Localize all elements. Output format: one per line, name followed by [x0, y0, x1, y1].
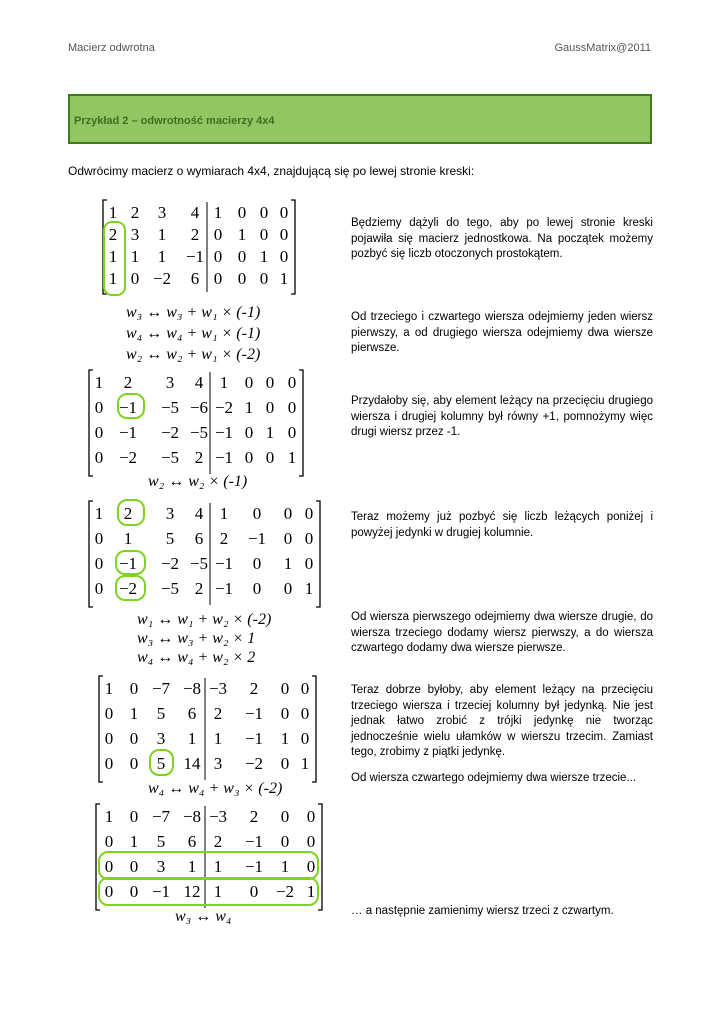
matrix-entry: −2: [275, 882, 295, 901]
matrix-entry: 0: [129, 729, 139, 748]
matrix-entry: 0: [94, 579, 104, 598]
paragraph-8: … a następnie zamienimy wiersz trzeci z czwartym.: [351, 905, 614, 917]
matrix-entry: 2: [123, 504, 133, 523]
matrix-entry: −6: [189, 398, 209, 417]
paragraph-5: Od wiersza pierwszego odejmiemy dwa wiersze drugie, do wiersza trzeciego dodamy wiersz pierwszy, a do wiersza czwartego dodamy dwa wiersze pierwsze.: [351, 611, 653, 654]
matrix-entry: 0: [213, 269, 223, 288]
matrix-entry: −7: [151, 679, 171, 698]
header-right: GaussMatrix@2011: [554, 42, 651, 54]
matrix-entry: 1: [94, 504, 104, 523]
row-operation: w₃ ↔ w₃ + w₂ × 1: [137, 630, 256, 647]
matrix-entry: −5: [189, 423, 209, 442]
matrix-entry: 0: [287, 398, 297, 417]
matrix-entry: −5: [160, 448, 180, 467]
left-bracket: [99, 676, 103, 782]
paragraph-4: Teraz możemy już pozbyć się liczb leżących poniżej i powyżej jedynki w drugiej kolumnie.: [351, 511, 653, 539]
augmented-matrix: [89, 370, 303, 476]
matrix-entry: 1: [300, 754, 310, 773]
header-left: Macierz odwrotna: [68, 42, 155, 54]
matrix-entry: −1: [214, 579, 234, 598]
matrix-entry: −2: [244, 754, 264, 773]
paragraph-2: Od trzeciego i czwartego wiersza odejmiemy jeden wiersz pierwszy, a od drugiego wiersza odejmiemy dwa wiersze pierwsze.: [351, 311, 653, 354]
matrix-entry: 0: [129, 857, 139, 876]
matrix-entry: 0: [306, 832, 316, 851]
matrix-entry: −2: [160, 554, 180, 573]
matrix-entry: 0: [280, 832, 290, 851]
matrix-entry: 0: [244, 448, 254, 467]
matrix-entry: −5: [160, 579, 180, 598]
row-operation: w₁ ↔ w₁ + w₂ × (-2): [137, 611, 272, 628]
matrix-entry: 6: [190, 269, 200, 288]
matrix-entry: 0: [129, 882, 139, 901]
matrix-entry: 0: [300, 729, 310, 748]
matrix-entry: 0: [287, 423, 297, 442]
matrix-entry: 0: [280, 807, 290, 826]
matrix-entry: 0: [279, 203, 289, 222]
matrix-entry: 1: [219, 373, 229, 392]
matrix-entry: 1: [187, 857, 197, 876]
matrix-entry: 1: [108, 203, 118, 222]
matrix-entry: −7: [151, 807, 171, 826]
matrix-entry: −2: [214, 398, 234, 417]
matrix-entry: 1: [280, 729, 290, 748]
matrix-entry: −8: [182, 679, 202, 698]
matrix-entry: −3: [208, 807, 228, 826]
matrix-entry: 4: [194, 504, 204, 523]
matrix-entry: 0: [283, 579, 293, 598]
matrix-entry: 6: [187, 832, 197, 851]
matrix-entry: 1: [265, 423, 275, 442]
matrix-entry: 0: [306, 807, 316, 826]
matrix-entry: 1: [259, 247, 269, 266]
matrix-entry: 5: [165, 529, 175, 548]
matrix-entry: 0: [306, 857, 316, 876]
matrix-entry: 3: [165, 373, 175, 392]
matrix-entry: 5: [156, 832, 166, 851]
matrix-entry: 1: [244, 398, 254, 417]
matrix-entry: 0: [259, 225, 269, 244]
left-bracket: [89, 501, 93, 607]
matrix-entry: 2: [130, 203, 140, 222]
matrix-entry: 0: [287, 373, 297, 392]
matrix-entry: −1: [244, 729, 264, 748]
matrix-entry: 3: [157, 203, 167, 222]
matrix-entry: 1: [213, 857, 223, 876]
matrix-entry: 2: [194, 448, 204, 467]
matrix-entry: 1: [157, 225, 167, 244]
matrix-entry: 1: [213, 203, 223, 222]
matrix-entry: 1: [157, 247, 167, 266]
matrix-entry: 0: [265, 398, 275, 417]
matrix-entry: 2: [213, 832, 223, 851]
matrix-entry: 0: [304, 554, 314, 573]
right-bracket: [316, 501, 320, 607]
matrix-entry: 3: [156, 729, 166, 748]
matrix-entry: −3: [208, 679, 228, 698]
matrix-entry: −1: [118, 554, 138, 573]
matrix-entry: 1: [306, 882, 316, 901]
matrix-entry: 0: [304, 504, 314, 523]
paragraph-3: Przydałoby się, aby element leżący na przecięciu drugiego wiersza i drugiej kolumny był równy +1, pomnożymy więc drugi wiersz przez -1.: [351, 395, 653, 438]
matrix-entry: 0: [259, 269, 269, 288]
matrix-entry: 1: [108, 269, 118, 288]
row-operation: w₂ ↔ w₂ + w₁ × (-2): [126, 346, 261, 363]
matrix-entry: 0: [252, 579, 262, 598]
right-bracket: [299, 370, 303, 476]
matrix-entry: 1: [279, 269, 289, 288]
matrix-entry: 12: [183, 882, 201, 901]
matrix-entry: 0: [244, 373, 254, 392]
matrix-entry: 0: [237, 203, 247, 222]
matrix-entry: −1: [185, 247, 205, 266]
matrix-entry: 3: [213, 754, 223, 773]
matrix-entry: −1: [151, 882, 171, 901]
matrix-entry: 5: [156, 704, 166, 723]
matrix-entry: 4: [194, 373, 204, 392]
matrix-entry: 1: [104, 807, 114, 826]
matrix-entry: 2: [190, 225, 200, 244]
row-operation: w₂ ↔ w₂ × (-1): [148, 473, 248, 490]
row-operation: w₄ ↔ w₄ + w₁ × (-1): [126, 325, 261, 342]
paragraph-7: Od wiersza czwartego odejmiemy dwa wiersze trzecie...: [351, 772, 637, 784]
matrix-entry: 0: [104, 729, 114, 748]
augmented-matrix: [89, 500, 320, 607]
matrix-entry: 1: [219, 504, 229, 523]
matrix-entry: 0: [94, 398, 104, 417]
matrix-entry: 0: [259, 203, 269, 222]
matrix-entry: 1: [129, 704, 139, 723]
matrix-entry: 0: [129, 679, 139, 698]
matrix-entry: −1: [118, 398, 138, 417]
matrix-entry: 0: [279, 247, 289, 266]
matrix-entry: 2: [194, 579, 204, 598]
matrix-entry: 0: [237, 247, 247, 266]
row-operation: w₃ ↔ w₃ + w₁ × (-1): [126, 304, 261, 321]
matrix-entry: 0: [213, 225, 223, 244]
right-bracket: [291, 200, 295, 294]
matrix-entry: 1: [130, 247, 140, 266]
matrix-entry: 2: [219, 529, 229, 548]
matrix-entry: 1: [283, 554, 293, 573]
matrix-entry: 0: [300, 679, 310, 698]
matrix-entry: −8: [182, 807, 202, 826]
matrix-entry: 1: [104, 679, 114, 698]
matrix-entry: 0: [104, 882, 114, 901]
matrix-entry: 4: [190, 203, 200, 222]
matrix-entry: 0: [104, 754, 114, 773]
matrix-entry: −2: [152, 269, 172, 288]
matrix-entry: 1: [213, 729, 223, 748]
matrix-entry: −2: [118, 579, 138, 598]
matrix-entry: 0: [104, 832, 114, 851]
matrix-entry: 3: [165, 504, 175, 523]
paragraph-1: Będziemy dążyli do tego, aby po lewej stronie kreski pojawiła się macierz jednostkowa. Na początek możemy pozbyć się liczb otoczonych prostokątem.: [351, 217, 653, 260]
matrix-entry: −1: [214, 554, 234, 573]
matrix-entry: 0: [129, 807, 139, 826]
matrix-entry: 0: [265, 373, 275, 392]
matrix-entry: 0: [129, 754, 139, 773]
row-operation: w₄ ↔ w₄ + w₂ × 2: [137, 649, 256, 666]
augmented-matrix: [99, 676, 316, 782]
matrix-entry: 0: [94, 529, 104, 548]
matrix-entry: −1: [214, 448, 234, 467]
matrix-entry: 0: [280, 704, 290, 723]
matrix-entry: 0: [237, 269, 247, 288]
matrix-entry: 0: [130, 269, 140, 288]
matrix-entry: 1: [187, 729, 197, 748]
matrix-entry: 2: [249, 679, 259, 698]
matrix-entry: 3: [156, 857, 166, 876]
matrix-entry: −2: [160, 423, 180, 442]
matrix-entry: 1: [280, 857, 290, 876]
matrix-entry: 0: [280, 679, 290, 698]
matrix-entry: −1: [214, 423, 234, 442]
matrix-entry: 0: [304, 529, 314, 548]
matrix-entry: 0: [283, 504, 293, 523]
matrix-entry: −1: [244, 857, 264, 876]
matrix-entry: 0: [300, 704, 310, 723]
augmented-matrix: [96, 804, 322, 910]
matrix-entry: 0: [94, 448, 104, 467]
matrix-entry: 2: [108, 225, 118, 244]
matrix-entry: 0: [252, 554, 262, 573]
matrix-entry: 1: [108, 247, 118, 266]
matrix-entry: 5: [156, 754, 166, 773]
matrix-entry: 1: [237, 225, 247, 244]
matrix-entry: 1: [94, 373, 104, 392]
matrix-entry: 0: [244, 423, 254, 442]
matrix-entry: 1: [287, 448, 297, 467]
matrix-entry: 1: [123, 529, 133, 548]
matrix-entry: 0: [104, 857, 114, 876]
matrix-entry: 0: [249, 882, 259, 901]
matrix-entry: 0: [94, 554, 104, 573]
matrix-entry: 1: [304, 579, 314, 598]
matrix-entry: 6: [194, 529, 204, 548]
matrix-entry: 0: [94, 423, 104, 442]
row-operation: w₄ ↔ w₄ + w₃ × (-2): [148, 780, 283, 797]
matrix-entry: 0: [280, 754, 290, 773]
matrix-entry: 6: [187, 704, 197, 723]
matrix-entry: −1: [247, 529, 267, 548]
matrix-entry: 2: [249, 807, 259, 826]
matrix-entry: 0: [279, 225, 289, 244]
matrix-entry: 0: [283, 529, 293, 548]
matrix-entry: 0: [265, 448, 275, 467]
matrix-entry: 2: [123, 373, 133, 392]
matrix-entry: −2: [118, 448, 138, 467]
matrix-entry: −1: [118, 423, 138, 442]
matrix-entry: −5: [160, 398, 180, 417]
matrix-entry: 0: [104, 704, 114, 723]
matrix-entry: −1: [244, 832, 264, 851]
matrix-entry: −5: [189, 554, 209, 573]
matrix-entry: 0: [252, 504, 262, 523]
right-bracket: [312, 676, 316, 782]
matrix-entry: 0: [213, 247, 223, 266]
matrix-entry: 1: [129, 832, 139, 851]
matrix-entry: 14: [183, 754, 201, 773]
matrix-entry: 3: [130, 225, 140, 244]
paragraph-6: Teraz dobrze byłoby, aby element leżący na przecięciu trzeciego wiersza i trzeciej kolumny był jedynką. Nie jest jednak łatwo zrobić z trójki jedynkę nie tworząc jednocześnie wielu ułamków w wierszu trzecim. Zamiast tego, zrobimy z piątki jedynkę.: [351, 684, 653, 758]
left-bracket: [89, 370, 93, 476]
matrix-entry: 2: [213, 704, 223, 723]
section-title: Przykład 2 – odwrotność macierzy 4x4: [74, 115, 275, 127]
matrix-entry: 1: [213, 882, 223, 901]
row-operation: w₃ ↔ w₄: [175, 908, 232, 925]
matrix-entry: −1: [244, 704, 264, 723]
intro-text: Odwrócimy macierz o wymiarach 4x4, znajdującą się po lewej stronie kreski:: [68, 164, 475, 178]
augmented-matrix: [103, 200, 295, 295]
